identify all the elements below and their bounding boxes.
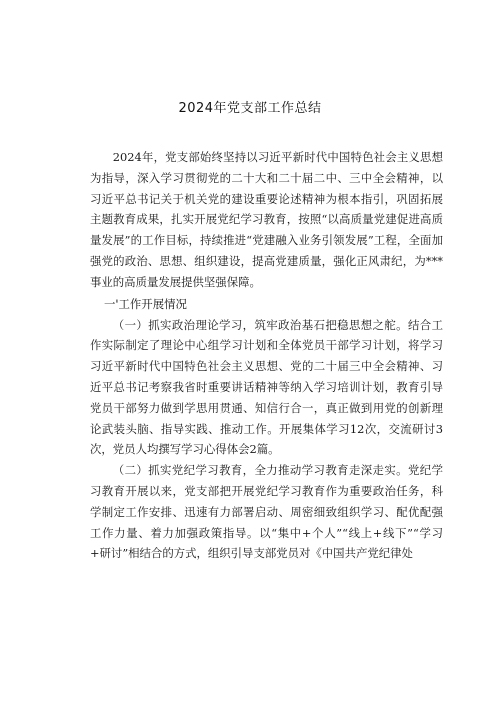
- item-2-paragraph: （二）抓实党纪学习教育，全力推动学习教育走深走实。党纪学习教育开展以来，党支部把开展党纪学习教育作为重要政治任务，科学制定工作安排、迅速有力部署启动、周密细致组织学习、配优配强工作力量、着力加强政策指导。以“集中+个人”“线上+线下”“学习+研讨”相结合的方式，组织引导支部党员对《中国共产党纪律处: [90, 463, 443, 561]
- intro-paragraph: 2024年，党支部始终坚持以习近平新时代中国特色社会主义思想为指导，深入学习贯彻党的二十大和二十届二中、三中全会精神，以习近平总书记关于机关党的建设重要论述精神为根本指引，巩固拓展主题教育成果，扎实开展党纪学习教育，按照“以高质量党建促进高质量发展”的工作目标，持续推进“党建融入业务引领发展”工程，全面加强党的政治、思想、组织建设，提高党建质量，强化正风肃纪，为***事业的高质量发展提供坚强保障。: [90, 150, 443, 289]
- document-title: 2024年党支部工作总结: [178, 101, 322, 116]
- document-body: [90, 147, 443, 564]
- section-heading-work-progress: 一'工作开展情况: [104, 296, 187, 311]
- item-1-paragraph: （一）抓实政治理论学习，筑牢政治基石把稳思想之舵。结合工作实际制定了理论中心组学习计划和全体党员干部学习计划，将学习习近平新时代中国特色社会主义思想、党的二十届三中全会精神、习近平总书记考察我省时重要讲话精神等纳入学习培训计划，教育引导党员干部努力做到学思用贯通、知信行合一，真正做到用党的创新理论武装头脑、指导实践、推动工作。开展集体学习12次，交流研讨3次，党员人均撰写学习心得体会2篇。: [90, 317, 443, 457]
